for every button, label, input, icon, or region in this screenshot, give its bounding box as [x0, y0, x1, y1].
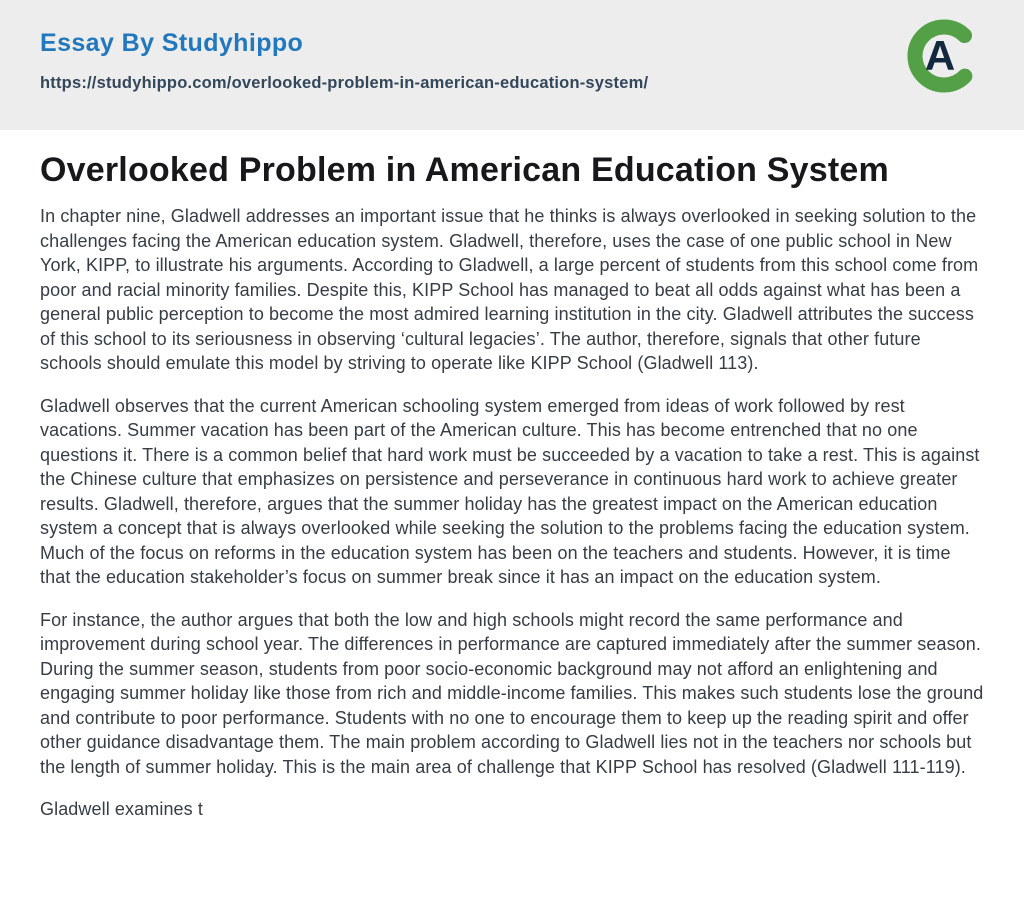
- essay-paragraph: For instance, the author argues that both the low and high schools might record the same performance and improvement during school year. The differences in performance are captured immediately after the summer season. During the summer season, students from poor socio-economic background may not afford an enlightening and engaging summer holiday like those from rich and middle-income families. This makes such students lose the ground and contribute to poor performance. Students with no one to encourage them to keep up the reading spirit and offer other guidance disadvantage them. The main problem according to Gladwell lies not in the teachers nor schools but the length of summer holiday. This is the main area of challenge that KIPP School has resolved (Gladwell 111-119).: [40, 609, 984, 777]
- essay-paragraph: Gladwell observes that the current American schooling system emerged from ideas of work followed by rest vacations. Summer vacation has been part of the American culture. This has become entrenched that no one questions it. There is a common belief that hard work must be succeeded by a vacation to take a rest. This is against the Chinese culture that emphasizes on persistence and perseverance in continuous hard work to achieve greater results. Gladwell, therefore, argues that the summer holiday has the greatest impact on the American education system a concept that is always overlooked while seeking the solution to the problems facing the education system. Much of the focus on reforms in the education system has been on the teachers and students. However, it is time that the education stakeholder’s focus on summer break since it has an impact on the education system.: [40, 395, 980, 587]
- studyhippo-logo[interactable]: [904, 16, 984, 96]
- logo-letter: A: [924, 32, 956, 79]
- source-url-link[interactable]: https://studyhippo.com/overlooked-problem-in-american-education-system/: [40, 73, 649, 92]
- essay-content: [0, 130, 1024, 822]
- brand-link[interactable]: Essay By Studyhippo: [40, 29, 304, 57]
- essay-paragraph: In chapter nine, Gladwell addresses an important issue that he thinks is always overlooked in seeking solution to the challenges facing the American education system. Gladwell, therefore, uses the case of one public school in New York, KIPP, to illustrate his arguments. According to Gladwell, a large percent of students from this school come from poor and racial minority families. Despite this, KIPP School has managed to beat all odds against what has been a general public perception to become the most admired learning institution in the city. Gladwell attributes the success of this school to its seriousness in observing ‘cultural legacies’. The author, therefore, signals that other future schools should emulate this model by striving to operate like KIPP School (Gladwell 113).: [40, 206, 979, 373]
- page-header: [0, 0, 1024, 130]
- essay-paragraph: Gladwell examines t: [40, 799, 203, 819]
- page-title: Overlooked Problem in American Education System: [40, 151, 889, 189]
